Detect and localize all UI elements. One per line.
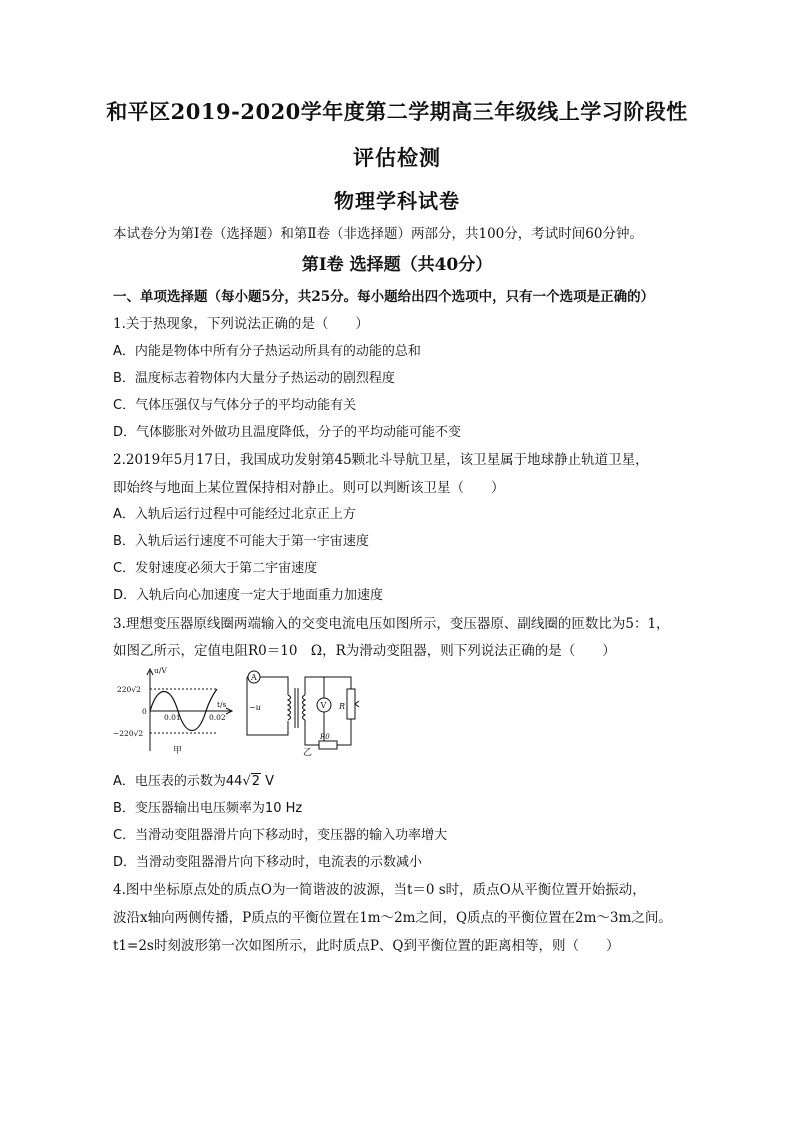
source-label: ~u [249, 703, 261, 712]
question-1-option-c: C．气体压强仅与气体分子的平均动能有关 [113, 398, 357, 413]
rheostat-label: R [339, 702, 346, 711]
question-2-option-c: C．发射速度必须大于第二宇宙速度 [113, 561, 318, 576]
rheostat-symbol [347, 689, 355, 719]
t-axis-label: t/s [217, 700, 227, 709]
question-2-option-d: D．入轨后向心加速度一定大于地面重力加速度 [113, 588, 384, 603]
resistor-r0-label: R0 [320, 733, 330, 741]
voltmeter-label: V [320, 701, 327, 710]
circuit-caption: 乙 [303, 748, 313, 758]
question-1-option-d: D．气体膨胀对外做功且温度降低，分子的平均动能可能不变 [113, 425, 462, 440]
question-1-option-a: A．内能是物体中所有分子热运动所具有的动能的总和 [113, 344, 421, 359]
voltage-time-graph [147, 669, 232, 751]
question-4-stem-line3: t1=2s时刻波形第一次如图所示，此时质点P、Q到平衡位置的距离相等，则（ ） [113, 938, 620, 954]
question-3-option-b: B．变压器输出电压频率为10 Hz [113, 801, 303, 816]
primary-coil [288, 695, 291, 720]
secondary-top-wire [305, 677, 351, 695]
negative-peak-label: −220√2 [113, 729, 144, 738]
question-3-stem-line1: 3.理想变压器原线圈两端输入的交变电流电压如图所示，变压器原、副线圈的匝数比为5：1， [113, 616, 670, 632]
question-1-option-b: B．温度标志着物体内大量分子热运动的剧烈程度 [113, 371, 395, 386]
exam-title: 和平区2019-2020学年度第二学期高三年级线上学习阶段性 [106, 99, 688, 124]
positive-peak-label: 220√2 [117, 685, 141, 694]
resistor-r0-symbol [319, 741, 337, 749]
tick-0-02-label: 0.02 [209, 713, 226, 722]
ammeter-label: A [251, 673, 257, 682]
question-4-stem-line1: 4.图中坐标原点处的质点O为一简谐波的波源，当t＝0 s时，质点O从平衡位置开始振动， [113, 882, 646, 898]
tick-0-01-label: 0.01 [164, 713, 181, 722]
origin-label: 0 [142, 707, 147, 716]
radical-sign: √ [242, 774, 251, 789]
question-2-option-b: B．入轨后运行速度不可能大于第一宇宙速度 [113, 534, 369, 549]
question-3-option-a [113, 770, 693, 789]
exam-title-continued: 评估检测 [353, 145, 441, 170]
question-3-option-c: C．当滑动变阻器滑片向下移动时，变压器的输入功率增大 [113, 828, 448, 843]
sine-curve [150, 689, 217, 731]
radicand: 2 [251, 774, 261, 789]
question-3-stem-line2: 如图乙所示，定值电阻R0＝10 Ω，R为滑动变阻器，则下列说法正确的是（ ） [113, 643, 616, 659]
question-4-stem-line2: 波沿x轴向两侧传播，P质点的平衡位置在1m～2m之间，Q质点的平衡位置在2m～3m之间。 [113, 910, 672, 926]
rheostat-slider-arrow [355, 701, 359, 707]
question-2-option-a: A．入轨后运行过程中可能经过北京正上方 [113, 507, 356, 522]
u-axis-label: u/V [154, 666, 167, 675]
graph-caption: 甲 [173, 746, 183, 756]
question-3-option-a-prefix: A．电压表的示数为44 [113, 774, 243, 789]
part1-heading: 第Ⅰ卷 选择题（共40分） [301, 255, 493, 275]
question-3-option-a-unit: V [261, 774, 275, 789]
question-3-option-d: D．当滑动变阻器滑片向下移动时，电流表的示数减小 [113, 855, 423, 870]
question-2-stem-line1: 2.2019年5月17日，我国成功发射第45颗北斗导航卫星，该卫星属于地球静止轨道卫星， [113, 452, 649, 468]
subject-title: 物理学科试卷 [334, 189, 460, 213]
secondary-coil [303, 695, 306, 720]
question-2-stem-line2: 即始终与地面上某位置保持相对静止。则可以判断该卫星（ ） [113, 480, 505, 496]
intro-text: 本试卷分为第Ⅰ卷（选择题）和第Ⅱ卷（非选择题）两部分，共100分，考试时间60分钟。 [113, 226, 643, 242]
section1-heading: 一、单项选择题（每小题5分，共25分。每小题给出四个选项中，只有一个选项是正确的） [113, 289, 655, 305]
question-3-figure [113, 663, 363, 758]
question-1-stem: 1.关于热现象，下列说法正确的是（ ） [113, 316, 369, 332]
